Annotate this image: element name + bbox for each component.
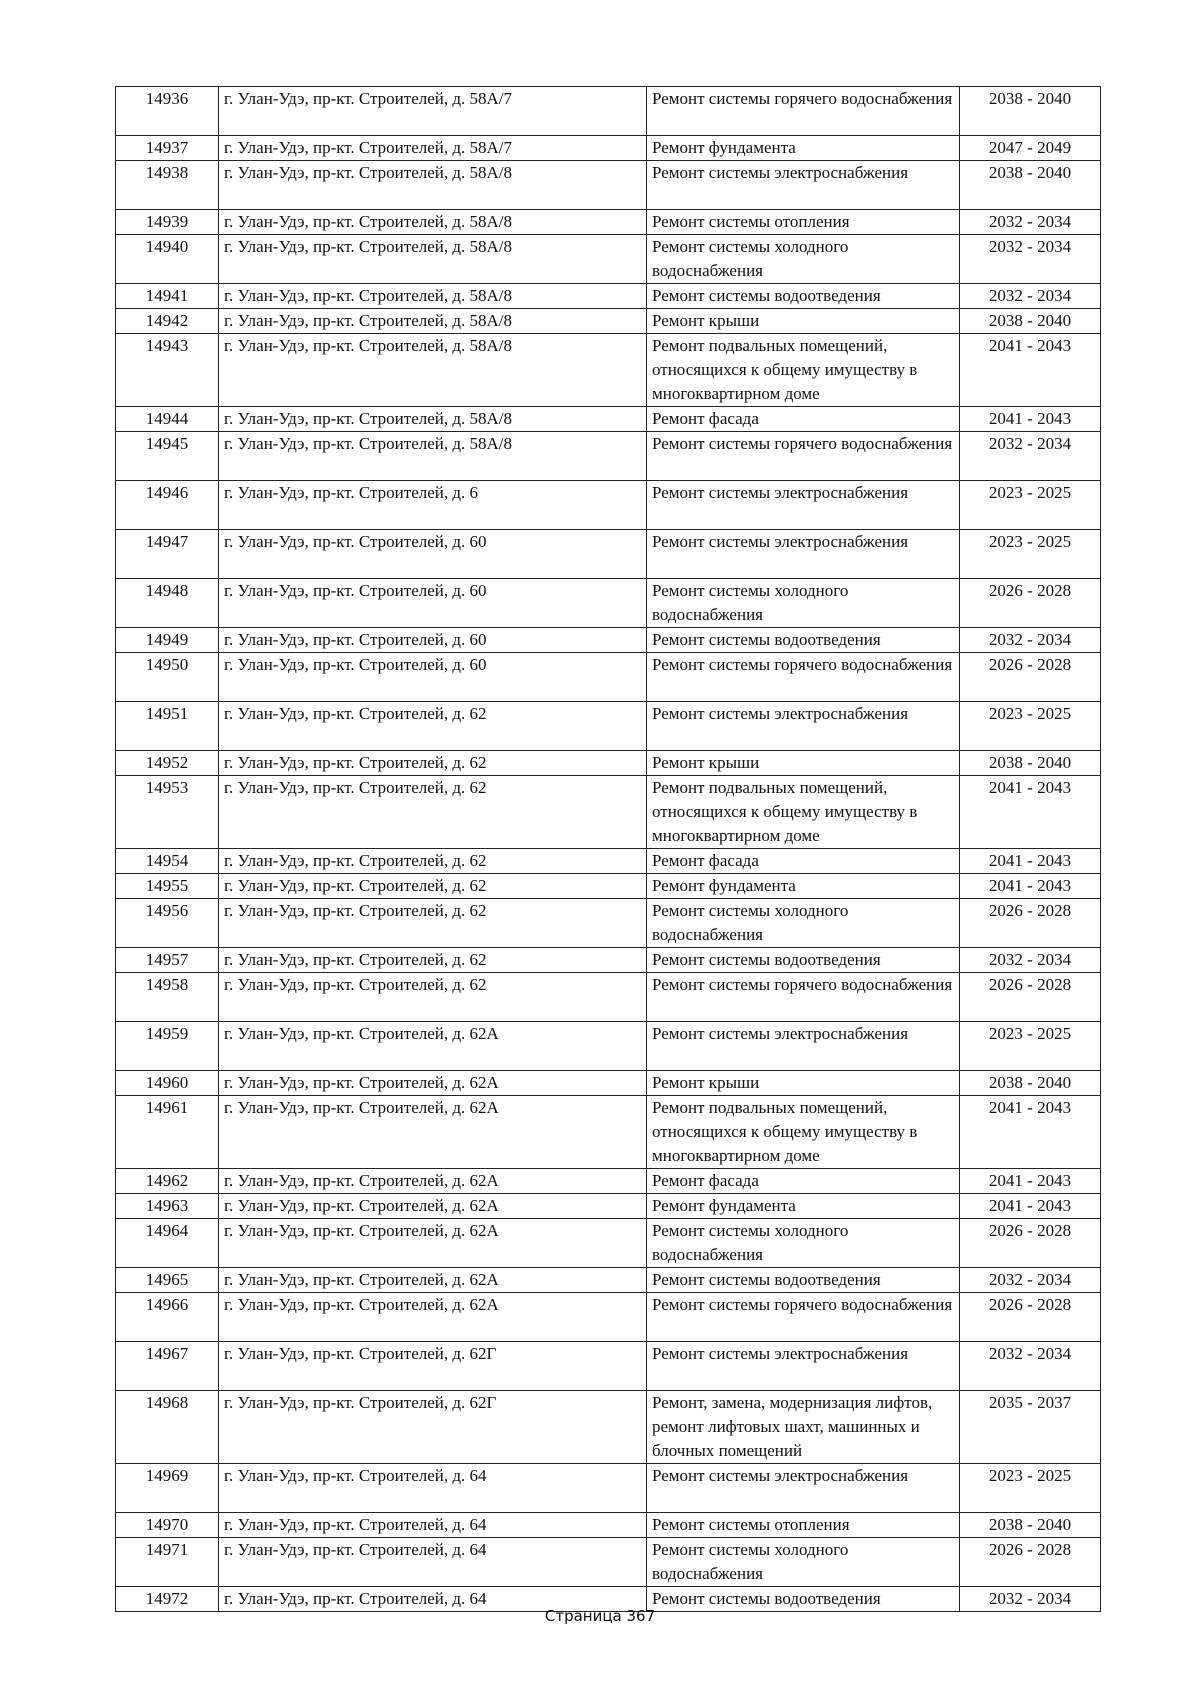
address-cell: г. Улан-Удэ, пр-кт. Строителей, д. 60 xyxy=(219,628,647,653)
address-cell: г. Улан-Удэ, пр-кт. Строителей, д. 62А xyxy=(219,1022,647,1071)
period-cell: 2038 - 2040 xyxy=(960,1071,1101,1096)
table-row xyxy=(116,899,1101,948)
period-cell: 2032 - 2034 xyxy=(960,628,1101,653)
row-number: 14938 xyxy=(116,161,219,210)
period-cell: 2041 - 2043 xyxy=(960,874,1101,899)
address-cell: г. Улан-Удэ, пр-кт. Строителей, д. 62А xyxy=(219,1219,647,1268)
table-row xyxy=(116,334,1101,407)
period-cell: 2032 - 2034 xyxy=(960,1268,1101,1293)
address-cell: г. Улан-Удэ, пр-кт. Строителей, д. 58А/7 xyxy=(219,136,647,161)
period-cell: 2047 - 2049 xyxy=(960,136,1101,161)
table-row xyxy=(116,948,1101,973)
table-row xyxy=(116,1464,1101,1513)
row-number: 14955 xyxy=(116,874,219,899)
period-cell: 2026 - 2028 xyxy=(960,653,1101,702)
page-number: Страница 367 xyxy=(544,1607,656,1625)
work-type-cell: Ремонт фундамента xyxy=(647,136,960,161)
table-row xyxy=(116,481,1101,530)
table-row xyxy=(116,309,1101,334)
row-number: 14942 xyxy=(116,309,219,334)
table-row xyxy=(116,973,1101,1022)
address-cell: г. Улан-Удэ, пр-кт. Строителей, д. 64 xyxy=(219,1464,647,1513)
period-cell: 2041 - 2043 xyxy=(960,1194,1101,1219)
row-number: 14952 xyxy=(116,751,219,776)
address-cell: г. Улан-Удэ, пр-кт. Строителей, д. 60 xyxy=(219,579,647,628)
row-number: 14963 xyxy=(116,1194,219,1219)
address-cell: г. Улан-Удэ, пр-кт. Строителей, д. 62А xyxy=(219,1071,647,1096)
repair-schedule-table xyxy=(115,86,1101,1612)
work-type-cell: Ремонт системы электроснабжения xyxy=(647,1022,960,1071)
work-type-cell: Ремонт системы водоотведения xyxy=(647,284,960,309)
address-cell: г. Улан-Удэ, пр-кт. Строителей, д. 58А/7 xyxy=(219,87,647,136)
work-type-cell: Ремонт системы холодного водоснабжения xyxy=(647,1219,960,1268)
table-row xyxy=(116,530,1101,579)
table-row xyxy=(116,1268,1101,1293)
work-type-cell: Ремонт системы горячего водоснабжения xyxy=(647,1293,960,1342)
address-cell: г. Улан-Удэ, пр-кт. Строителей, д. 64 xyxy=(219,1513,647,1538)
work-type-cell: Ремонт системы горячего водоснабжения xyxy=(647,87,960,136)
period-cell: 2032 - 2034 xyxy=(960,948,1101,973)
row-number: 14947 xyxy=(116,530,219,579)
address-cell: г. Улан-Удэ, пр-кт. Строителей, д. 58А/8 xyxy=(219,309,647,334)
row-number: 14939 xyxy=(116,210,219,235)
work-type-cell: Ремонт крыши xyxy=(647,751,960,776)
row-number: 14971 xyxy=(116,1538,219,1587)
table-row xyxy=(116,776,1101,849)
period-cell: 2032 - 2034 xyxy=(960,210,1101,235)
work-type-cell: Ремонт системы холодного водоснабжения xyxy=(647,579,960,628)
row-number: 14948 xyxy=(116,579,219,628)
period-cell: 2023 - 2025 xyxy=(960,1022,1101,1071)
address-cell: г. Улан-Удэ, пр-кт. Строителей, д. 58А/8 xyxy=(219,407,647,432)
row-number: 14967 xyxy=(116,1342,219,1391)
row-number: 14965 xyxy=(116,1268,219,1293)
row-number: 14950 xyxy=(116,653,219,702)
period-cell: 2038 - 2040 xyxy=(960,161,1101,210)
period-cell: 2023 - 2025 xyxy=(960,530,1101,579)
address-cell: г. Улан-Удэ, пр-кт. Строителей, д. 58А/8 xyxy=(219,334,647,407)
work-type-cell: Ремонт системы горячего водоснабжения xyxy=(647,432,960,481)
period-cell: 2041 - 2043 xyxy=(960,334,1101,407)
work-type-cell: Ремонт крыши xyxy=(647,1071,960,1096)
row-number: 14960 xyxy=(116,1071,219,1096)
work-type-cell: Ремонт системы электроснабжения xyxy=(647,161,960,210)
address-cell: г. Улан-Удэ, пр-кт. Строителей, д. 58А/8 xyxy=(219,210,647,235)
work-type-cell: Ремонт крыши xyxy=(647,309,960,334)
table-row xyxy=(116,751,1101,776)
row-number: 14951 xyxy=(116,702,219,751)
period-cell: 2023 - 2025 xyxy=(960,1464,1101,1513)
address-cell: г. Улан-Удэ, пр-кт. Строителей, д. 62 xyxy=(219,849,647,874)
work-type-cell: Ремонт системы электроснабжения xyxy=(647,530,960,579)
table-row xyxy=(116,1194,1101,1219)
row-number: 14957 xyxy=(116,948,219,973)
period-cell: 2032 - 2034 xyxy=(960,1587,1101,1612)
table-row xyxy=(116,432,1101,481)
address-cell: г. Улан-Удэ, пр-кт. Строителей, д. 62А xyxy=(219,1194,647,1219)
work-type-cell: Ремонт фасада xyxy=(647,849,960,874)
table-row xyxy=(116,1342,1101,1391)
row-number: 14953 xyxy=(116,776,219,849)
work-type-cell: Ремонт подвальных помещений, относящихся к общему имуществу в многоквартирном доме xyxy=(647,776,960,849)
address-cell: г. Улан-Удэ, пр-кт. Строителей, д. 62 xyxy=(219,973,647,1022)
table-row xyxy=(116,235,1101,284)
row-number: 14946 xyxy=(116,481,219,530)
work-type-cell: Ремонт системы электроснабжения xyxy=(647,481,960,530)
period-cell: 2038 - 2040 xyxy=(960,1513,1101,1538)
address-cell: г. Улан-Удэ, пр-кт. Строителей, д. 62 xyxy=(219,874,647,899)
period-cell: 2026 - 2028 xyxy=(960,973,1101,1022)
address-cell: г. Улан-Удэ, пр-кт. Строителей, д. 64 xyxy=(219,1587,647,1612)
address-cell: г. Улан-Удэ, пр-кт. Строителей, д. 60 xyxy=(219,653,647,702)
table-body xyxy=(116,87,1101,1612)
address-cell: г. Улан-Удэ, пр-кт. Строителей, д. 62 xyxy=(219,702,647,751)
work-type-cell: Ремонт системы водоотведения xyxy=(647,628,960,653)
period-cell: 2041 - 2043 xyxy=(960,1096,1101,1169)
address-cell: г. Улан-Удэ, пр-кт. Строителей, д. 62А xyxy=(219,1293,647,1342)
period-cell: 2032 - 2034 xyxy=(960,284,1101,309)
period-cell: 2023 - 2025 xyxy=(960,702,1101,751)
work-type-cell: Ремонт системы электроснабжения xyxy=(647,702,960,751)
work-type-cell: Ремонт фасада xyxy=(647,1169,960,1194)
row-number: 14964 xyxy=(116,1219,219,1268)
table-row xyxy=(116,1293,1101,1342)
work-type-cell: Ремонт системы водоотведения xyxy=(647,1587,960,1612)
row-number: 14969 xyxy=(116,1464,219,1513)
address-cell: г. Улан-Удэ, пр-кт. Строителей, д. 62А xyxy=(219,1096,647,1169)
row-number: 14944 xyxy=(116,407,219,432)
address-cell: г. Улан-Удэ, пр-кт. Строителей, д. 58А/8 xyxy=(219,284,647,309)
table-row xyxy=(116,874,1101,899)
work-type-cell: Ремонт системы электроснабжения xyxy=(647,1342,960,1391)
row-number: 14940 xyxy=(116,235,219,284)
work-type-cell: Ремонт системы горячего водоснабжения xyxy=(647,973,960,1022)
period-cell: 2026 - 2028 xyxy=(960,1219,1101,1268)
work-type-cell: Ремонт подвальных помещений, относящихся к общему имуществу в многоквартирном доме xyxy=(647,1096,960,1169)
row-number: 14937 xyxy=(116,136,219,161)
table-row xyxy=(116,136,1101,161)
period-cell: 2032 - 2034 xyxy=(960,235,1101,284)
table-row xyxy=(116,1219,1101,1268)
address-cell: г. Улан-Удэ, пр-кт. Строителей, д. 62А xyxy=(219,1268,647,1293)
address-cell: г. Улан-Удэ, пр-кт. Строителей, д. 62А xyxy=(219,1169,647,1194)
row-number: 14949 xyxy=(116,628,219,653)
table-row xyxy=(116,702,1101,751)
work-type-cell: Ремонт системы электроснабжения xyxy=(647,1464,960,1513)
table-row xyxy=(116,1169,1101,1194)
address-cell: г. Улан-Удэ, пр-кт. Строителей, д. 60 xyxy=(219,530,647,579)
address-cell: г. Улан-Удэ, пр-кт. Строителей, д. 58А/8 xyxy=(219,432,647,481)
period-cell: 2041 - 2043 xyxy=(960,1169,1101,1194)
row-number: 14956 xyxy=(116,899,219,948)
row-number: 14970 xyxy=(116,1513,219,1538)
work-type-cell: Ремонт системы водоотведения xyxy=(647,1268,960,1293)
work-type-cell: Ремонт системы отопления xyxy=(647,1513,960,1538)
period-cell: 2038 - 2040 xyxy=(960,309,1101,334)
table-row xyxy=(116,628,1101,653)
table-row xyxy=(116,849,1101,874)
period-cell: 2041 - 2043 xyxy=(960,849,1101,874)
period-cell: 2038 - 2040 xyxy=(960,87,1101,136)
row-number: 14945 xyxy=(116,432,219,481)
address-cell: г. Улан-Удэ, пр-кт. Строителей, д. 62 xyxy=(219,899,647,948)
address-cell: г. Улан-Удэ, пр-кт. Строителей, д. 58А/8 xyxy=(219,161,647,210)
period-cell: 2032 - 2034 xyxy=(960,1342,1101,1391)
period-cell: 2026 - 2028 xyxy=(960,1293,1101,1342)
table-row xyxy=(116,161,1101,210)
period-cell: 2032 - 2034 xyxy=(960,432,1101,481)
row-number: 14962 xyxy=(116,1169,219,1194)
row-number: 14972 xyxy=(116,1587,219,1612)
row-number: 14968 xyxy=(116,1391,219,1464)
address-cell: г. Улан-Удэ, пр-кт. Строителей, д. 62 xyxy=(219,751,647,776)
table-row xyxy=(116,210,1101,235)
address-cell: г. Улан-Удэ, пр-кт. Строителей, д. 62Г xyxy=(219,1342,647,1391)
period-cell: 2026 - 2028 xyxy=(960,579,1101,628)
table-row xyxy=(116,1538,1101,1587)
row-number: 14941 xyxy=(116,284,219,309)
table-row xyxy=(116,1096,1101,1169)
period-cell: 2041 - 2043 xyxy=(960,407,1101,432)
work-type-cell: Ремонт фундамента xyxy=(647,874,960,899)
table-row xyxy=(116,87,1101,136)
work-type-cell: Ремонт системы холодного водоснабжения xyxy=(647,235,960,284)
address-cell: г. Улан-Удэ, пр-кт. Строителей, д. 6 xyxy=(219,481,647,530)
period-cell: 2038 - 2040 xyxy=(960,751,1101,776)
address-cell: г. Улан-Удэ, пр-кт. Строителей, д. 58А/8 xyxy=(219,235,647,284)
period-cell: 2041 - 2043 xyxy=(960,776,1101,849)
address-cell: г. Улан-Удэ, пр-кт. Строителей, д. 62 xyxy=(219,776,647,849)
address-cell: г. Улан-Удэ, пр-кт. Строителей, д. 62Г xyxy=(219,1391,647,1464)
period-cell: 2023 - 2025 xyxy=(960,481,1101,530)
row-number: 14954 xyxy=(116,849,219,874)
work-type-cell: Ремонт системы холодного водоснабжения xyxy=(647,1538,960,1587)
work-type-cell: Ремонт системы горячего водоснабжения xyxy=(647,653,960,702)
work-type-cell: Ремонт системы отопления xyxy=(647,210,960,235)
row-number: 14936 xyxy=(116,87,219,136)
table-row xyxy=(116,1071,1101,1096)
row-number: 14959 xyxy=(116,1022,219,1071)
table-row xyxy=(116,1513,1101,1538)
work-type-cell: Ремонт, замена, модернизация лифтов, ремонт лифтовых шахт, машинных и блочных помещений xyxy=(647,1391,960,1464)
table-row xyxy=(116,284,1101,309)
table-row xyxy=(116,579,1101,628)
row-number: 14943 xyxy=(116,334,219,407)
address-cell: г. Улан-Удэ, пр-кт. Строителей, д. 62 xyxy=(219,948,647,973)
period-cell: 2035 - 2037 xyxy=(960,1391,1101,1464)
row-number: 14966 xyxy=(116,1293,219,1342)
work-type-cell: Ремонт системы холодного водоснабжения xyxy=(647,899,960,948)
table-row xyxy=(116,1391,1101,1464)
work-type-cell: Ремонт системы водоотведения xyxy=(647,948,960,973)
work-type-cell: Ремонт фундамента xyxy=(647,1194,960,1219)
row-number: 14958 xyxy=(116,973,219,1022)
period-cell: 2026 - 2028 xyxy=(960,1538,1101,1587)
work-type-cell: Ремонт подвальных помещений, относящихся к общему имуществу в многоквартирном доме xyxy=(647,334,960,407)
row-number: 14961 xyxy=(116,1096,219,1169)
table-row xyxy=(116,407,1101,432)
table-row xyxy=(116,653,1101,702)
table-row xyxy=(116,1022,1101,1071)
work-type-cell: Ремонт фасада xyxy=(647,407,960,432)
period-cell: 2026 - 2028 xyxy=(960,899,1101,948)
address-cell: г. Улан-Удэ, пр-кт. Строителей, д. 64 xyxy=(219,1538,647,1587)
